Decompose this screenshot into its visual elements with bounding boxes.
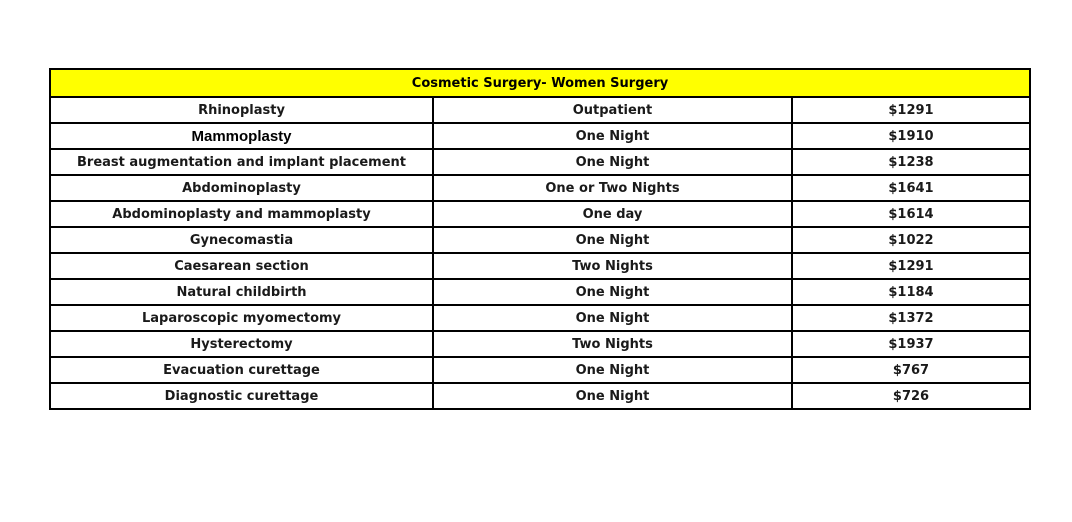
price-cell: $1910: [792, 123, 1030, 149]
stay-cell: One Night: [433, 305, 792, 331]
stay-cell: Outpatient: [433, 97, 792, 123]
procedure-cell: Rhinoplasty: [50, 97, 433, 123]
table-row: [50, 305, 1030, 331]
stay-cell: One Night: [433, 279, 792, 305]
stay-cell: Two Nights: [433, 253, 792, 279]
price-cell: $1238: [792, 149, 1030, 175]
procedure-cell: Diagnostic curettage: [50, 383, 433, 409]
price-cell: $1184: [792, 279, 1030, 305]
procedure-cell: Mammoplasty: [50, 123, 433, 149]
stay-cell: One or Two Nights: [433, 175, 792, 201]
table-row: [50, 201, 1030, 227]
table-row: [50, 175, 1030, 201]
stay-cell: Two Nights: [433, 331, 792, 357]
table-header-row: [50, 69, 1030, 97]
table-row: [50, 149, 1030, 175]
table-row: [50, 357, 1030, 383]
price-cell: $1641: [792, 175, 1030, 201]
table-row: [50, 97, 1030, 123]
procedure-cell: Abdominoplasty and mammoplasty: [50, 201, 433, 227]
procedure-cell: Natural childbirth: [50, 279, 433, 305]
table-row: [50, 253, 1030, 279]
table-row: [50, 279, 1030, 305]
stay-cell: One Night: [433, 149, 792, 175]
price-cell: $1372: [792, 305, 1030, 331]
stay-cell: One Night: [433, 227, 792, 253]
procedure-cell: Breast augmentation and implant placement: [50, 149, 433, 175]
table-row: [50, 227, 1030, 253]
procedure-cell: Caesarean section: [50, 253, 433, 279]
stay-cell: One Night: [433, 357, 792, 383]
stay-cell: One day: [433, 201, 792, 227]
table-row: [50, 123, 1030, 149]
table-title: Cosmetic Surgery- Women Surgery: [50, 69, 1030, 97]
procedure-cell: Gynecomastia: [50, 227, 433, 253]
procedure-cell: Hysterectomy: [50, 331, 433, 357]
procedure-cell: Laparoscopic myomectomy: [50, 305, 433, 331]
price-cell: $1022: [792, 227, 1030, 253]
surgery-price-table: [49, 68, 1031, 410]
price-cell: $1291: [792, 253, 1030, 279]
price-cell: $1291: [792, 97, 1030, 123]
price-cell: $767: [792, 357, 1030, 383]
stay-cell: One Night: [433, 123, 792, 149]
stay-cell: One Night: [433, 383, 792, 409]
procedure-cell: Evacuation curettage: [50, 357, 433, 383]
table-row: [50, 331, 1030, 357]
price-cell: $1614: [792, 201, 1030, 227]
table-row: [50, 383, 1030, 409]
price-cell: $726: [792, 383, 1030, 409]
price-cell: $1937: [792, 331, 1030, 357]
procedure-cell: Abdominoplasty: [50, 175, 433, 201]
